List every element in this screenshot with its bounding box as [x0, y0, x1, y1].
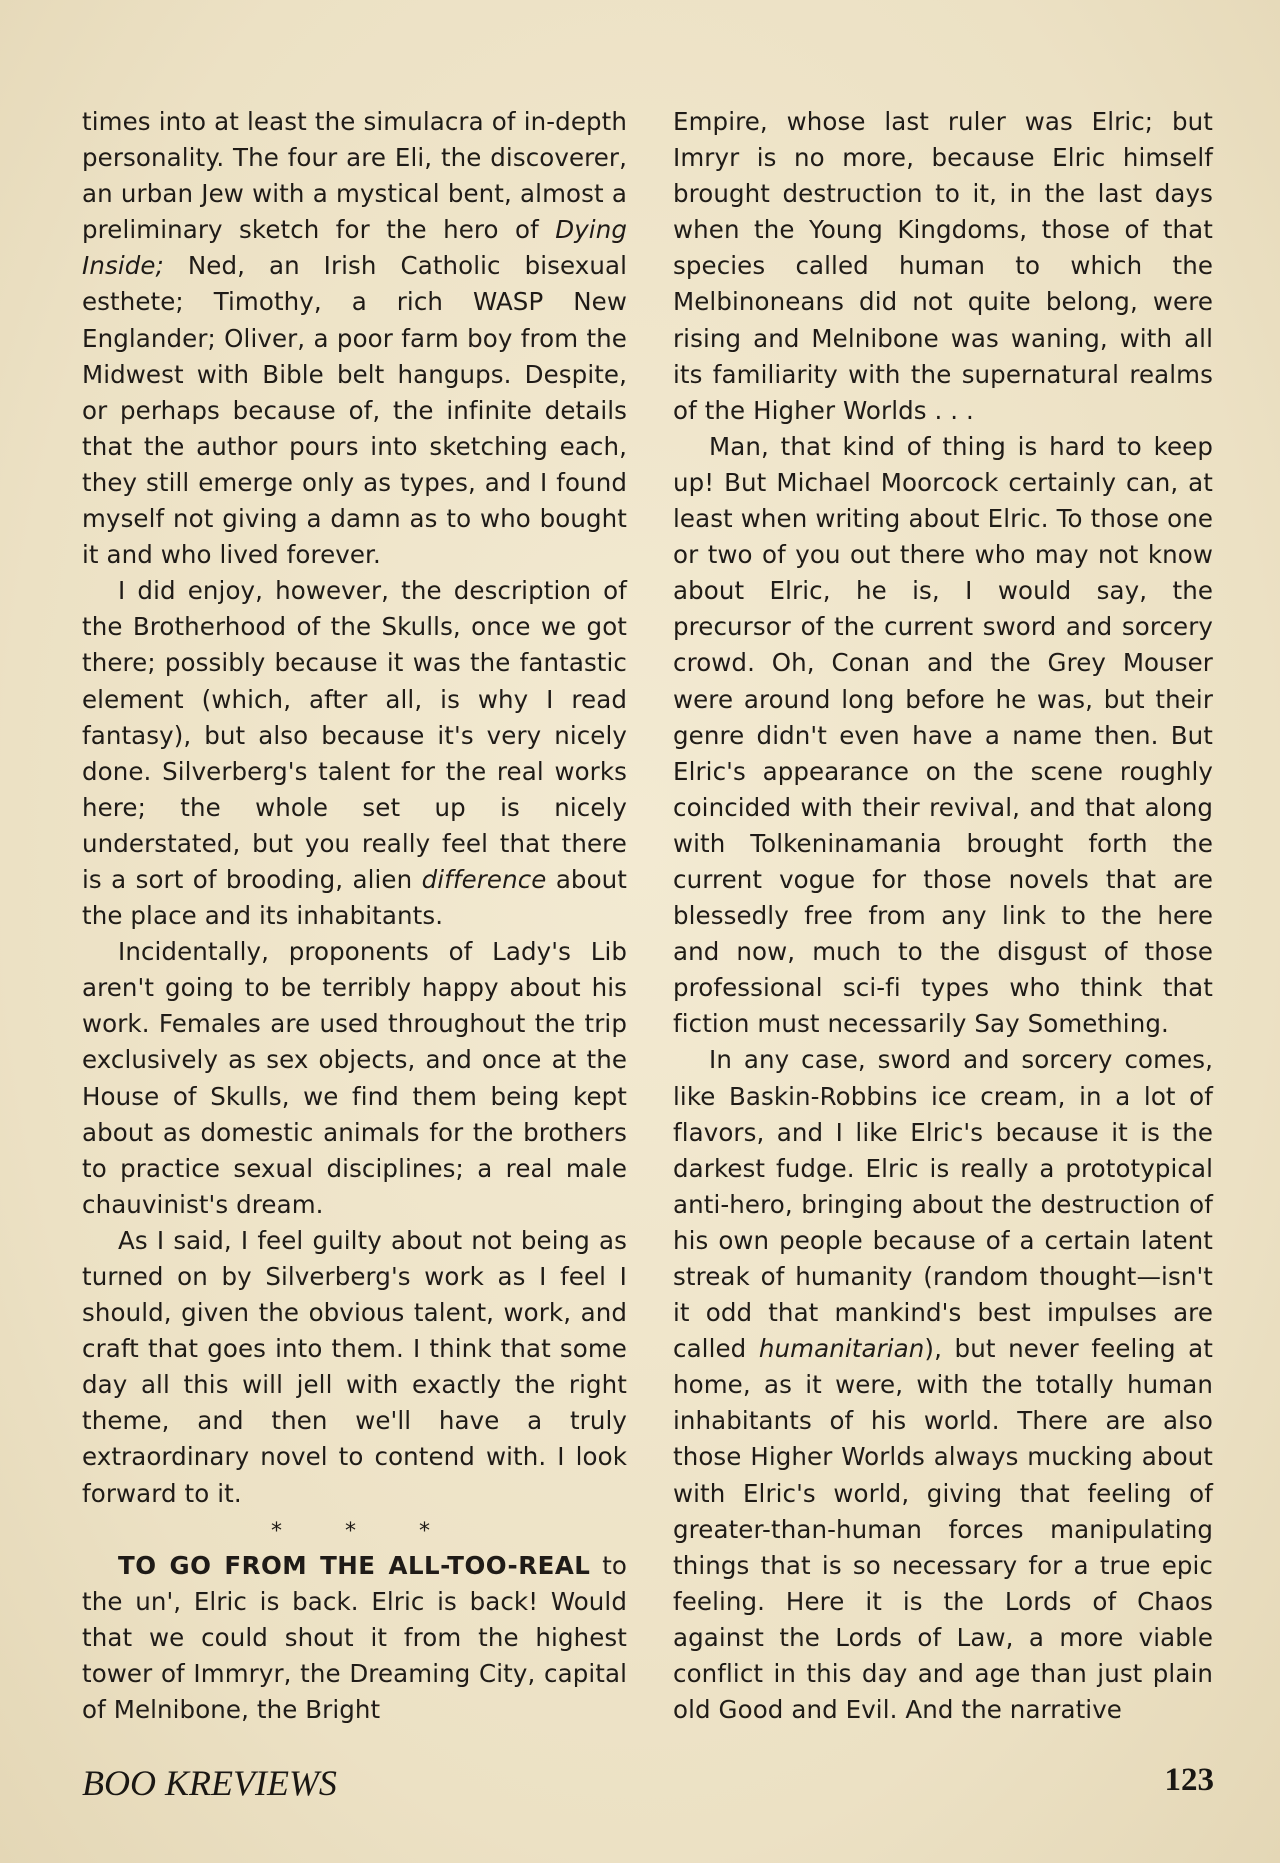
section-separator: * * * — [271, 1518, 458, 1544]
section-lead-caps: TO GO FROM THE ALL-TOO-REAL — [118, 1550, 591, 1580]
paragraph: Incidentally, proponents of Lady's Lib aren't going to be terribly happy about his work. Females are used throughout the trip exclusively as sex objects, and once at the House of Skulls, we find them being kept about as domestic animals for the brothers to practice sexual disciplines; a real male chauvinist's dream. — [82, 937, 627, 1219]
emphasis-text: difference — [421, 864, 547, 894]
paragraph: Man, that kind of thing is hard to keep up! But Michael Moorcock certainly can, at least when writing about Elric. To those one or two of you out there who may not know about Elric, he is, I would say, the precursor of the current sword and sorcery crowd. Oh, Conan and the Grey Mouser were around long before he was, but their genre didn't even have a name then. But Elric's appearance on the scene roughly coincided with their revival, and that along with Tolkeninamania brought forth the current vogue for those novels that are blessedly free from any link to the here and now, much to the disgust of those professional sci-fi types who think that fiction must necessarily Say Something. — [673, 431, 1213, 1039]
book-title: Dying Inside; — [82, 215, 627, 281]
paragraph — [82, 104, 627, 573]
paragraph-text: ), but never feeling at home, as it were, with the totally human inhabitants of his world. There are also those Higher Worlds always mucking about with Elric's world, giving that feeling of greater-than-human forces manipulating things that is so necessary for a true epic feeling. Here it is the Lords of Chaos against the Lords of Law, a more viable conflict in this day and age than just plain old Good and Evil. And the narrative — [673, 1334, 1213, 1725]
running-title: BOO KREVIEWS — [82, 1763, 337, 1803]
paragraph — [673, 1042, 1213, 1728]
emphasis-text: humanitarian — [758, 1334, 925, 1364]
paragraph-text: about the place and its inhabitants. — [82, 864, 628, 931]
paragraph-text: In any case, sword and sorcery comes, like Baskin-Robbins ice cream, in a lot of flavors, and I like Elric's because it is the darkest fudge. Elric is really a prototypical anti-hero, bringing about the destruction of his own people because of a certain latent streak of humanity (random thought—isn't it odd that mankind's best impulses are called — [673, 1045, 1213, 1364]
page-number: 123 — [1164, 1762, 1214, 1798]
left-column — [82, 104, 627, 1728]
paragraph — [82, 573, 627, 934]
paragraph: Empire, whose last ruler was Elric; but Imryr is no more, because Elric himself brought destruction to it, in the last days when the Young Kingdoms, those of that species called human to which the Melbinoneans did not quite belong, were rising and Melnibone was waning, with all its familiarity with the supernatural realms of the Higher Worlds . . . — [673, 107, 1213, 425]
paragraph-text: I did enjoy, however, the description of the Brotherhood of the Skulls, once we got there; possibly because it was the fantastic element (which, after all, is why I read fantasy), but also because it's very nicely done. Silverberg's talent for the real works here; the whole set up is nicely understated, but you really feel that there is a sort of brooding, alien — [82, 576, 627, 894]
right-column — [673, 104, 1213, 1728]
paragraph: As I said, I feel guilty about not being as turned on by Silverberg's work as I feel I should, given the obvious talent, work, and craft that goes into them. I think that some day all this will jell with exactly the right theme, and then we'll have a truly extraordinary novel to contend with. I look forward to it. — [82, 1225, 627, 1508]
page-footer — [82, 1762, 1214, 1808]
paragraph-text: times into at least the simulacra of in-depth personality. The four are Eli, the discoverer, an urban Jew with a mystical bent, almost a preliminary sketch for the hero of — [82, 107, 627, 245]
paragraph — [82, 1548, 627, 1728]
paragraph-text: to the un', Elric is back. Elric is back! Would that we could shout it from the highest tower of Immryr, the Dreaming City, capital of Melnibone, the Bright — [82, 1550, 627, 1725]
paragraph-text: Ned, an Irish Catholic bisexual esthete; Timothy, a rich WASP New Englander; Oliver, a poor farm boy from the Midwest with Bible belt hangups. Despite, or perhaps because of, the infinite details that the author pours into sketching each, they still emerge only as types, and I found myself not giving a damn as to who bought it and who lived forever. — [82, 251, 627, 570]
